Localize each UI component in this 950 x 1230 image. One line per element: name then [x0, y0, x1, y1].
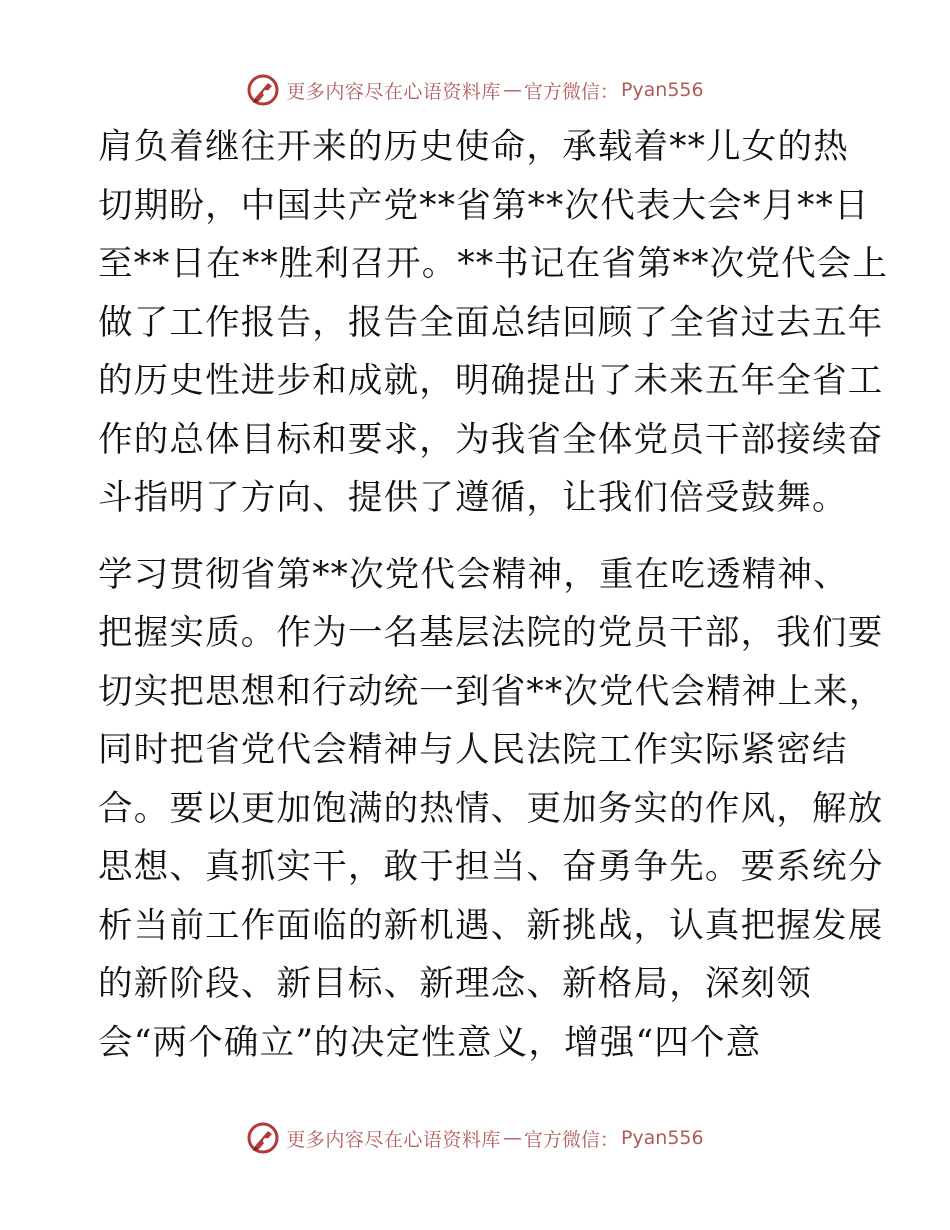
banner-text: 更多内容尽在心语资料库 — [286, 1128, 501, 1151]
text-line: 切期盼，中国共产党**省第**次代表大会*月**日 — [98, 185, 870, 226]
text-line: 斗指明了方向、提供了遵循，让我们倍受鼓舞。 — [98, 478, 848, 518]
banner-wechat-id: Pyan556 — [620, 79, 704, 101]
text-line: 会“两个确立”的决定性意义，增强“四个意 — [98, 1022, 762, 1063]
text-line: 思想、真抓实干，敢于担当、奋勇争先。要系统分 — [98, 847, 884, 887]
text-line: 把握实质。作为一名基层法院的党员干部，我们要 — [98, 613, 884, 653]
header-banner — [0, 70, 950, 110]
banner-wechat-id: Pyan556 — [620, 1127, 704, 1149]
text-line: 的新阶段、新目标、新理念、新格局，深刻领 — [98, 964, 812, 1004]
footer-banner — [0, 1118, 950, 1158]
text-line: 析当前工作面临的新机遇、新挑战，认真把握发展 — [98, 905, 884, 946]
text-line: 肩负着继往开来的历史使命，承载着**儿女的热 — [98, 127, 849, 167]
paragraph — [98, 546, 885, 1073]
pen-logo-icon — [246, 1121, 280, 1155]
banner-wechat-label: 官方微信： — [523, 1128, 619, 1151]
pen-logo-icon — [246, 73, 280, 107]
banner-text: 更多内容尽在心语资料库 — [286, 80, 501, 103]
text-line: 做了工作报告，报告全面总结回顾了全省过去五年 — [98, 302, 884, 343]
text-line: 合。要以更加饱满的热情、更加务实的作风，解放 — [98, 788, 884, 829]
paragraph — [98, 118, 889, 528]
text-line: 的历史性进步和成就，明确提出了未来五年全省工 — [98, 361, 884, 401]
text-line: 至**日在**胜利召开。**书记在省第**次党代会上 — [98, 244, 889, 284]
text-line: 同时把省党代会精神与人民法院工作实际紧密结 — [98, 730, 848, 770]
text-line: 学习贯彻省第**次党代会精神，重在吃透精神、 — [98, 554, 849, 595]
banner-wechat-label: 官方微信： — [523, 80, 619, 103]
document-body — [98, 118, 889, 1072]
banner-dash: — — [502, 1127, 522, 1149]
text-line: 切实把思想和行动统一到省**次党代会精神上来， — [98, 671, 885, 712]
banner-dash: — — [502, 79, 522, 101]
text-line: 作的总体目标和要求，为我省全体党员干部接续奋 — [98, 419, 884, 460]
